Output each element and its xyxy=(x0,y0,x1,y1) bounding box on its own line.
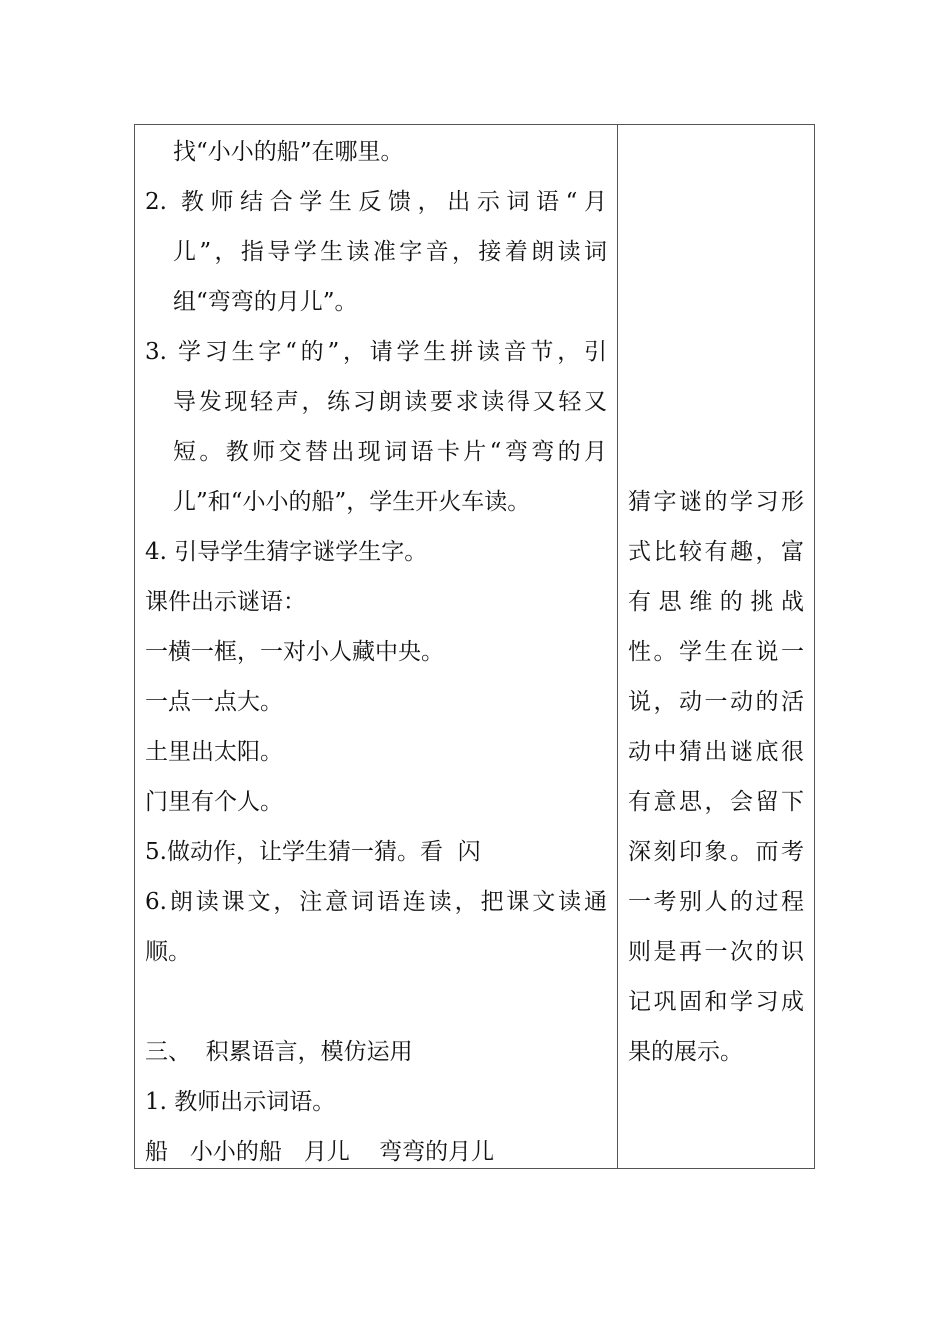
lesson-plan-table xyxy=(134,124,815,1169)
text-line-content: 动中猜出谜底很 xyxy=(628,739,804,765)
text-line-content: 短。教师交替出现词语卡片“弯弯的月 xyxy=(173,439,607,465)
text-line xyxy=(173,237,607,267)
text-line xyxy=(628,787,804,817)
riddle-line: 土里出太阳。 xyxy=(145,739,283,765)
text-line-content: 说，动一动的活 xyxy=(628,689,804,715)
word-list: 船 小小的船 月儿 弯弯的月儿 xyxy=(145,1139,495,1165)
riddle-line: 一点一点大。 xyxy=(145,689,283,715)
text-line-content: 记巩固和学习成 xyxy=(628,989,804,1015)
text-line: 顺。 xyxy=(145,939,191,965)
text-line xyxy=(145,187,607,217)
text-line xyxy=(628,487,804,517)
text-line xyxy=(628,737,804,767)
section-heading: 三、 积累语言，模仿运用 xyxy=(145,1039,413,1065)
text-line: 儿”和“小小的船”，学生开火车读。 xyxy=(173,489,531,515)
text-line xyxy=(628,887,804,917)
text-line xyxy=(628,837,804,867)
text-line: 课件出示谜语： xyxy=(145,589,306,615)
text-line-content: 深刻印象。而考 xyxy=(628,839,804,865)
text-line-content: 式比较有趣，富 xyxy=(628,539,804,565)
text-line xyxy=(628,987,804,1017)
text-line xyxy=(628,587,804,617)
text-line-content: 有思维的挑战 xyxy=(628,589,804,615)
text-line-content: 一考别人的过程 xyxy=(628,889,804,915)
text-line-content: 导发现轻声，练习朗读要求读得又轻又 xyxy=(173,389,607,415)
text-line-content: 6.朗读课文，注意词语连读，把课文读通 xyxy=(145,889,607,915)
text-line-content: 有意思，会留下 xyxy=(628,789,804,815)
text-line xyxy=(145,887,607,917)
text-line xyxy=(173,437,607,467)
text-line-content: 3. 学习生字“的”，请学生拼读音节，引 xyxy=(145,339,607,365)
text-line xyxy=(173,387,607,417)
text-line xyxy=(145,337,607,367)
text-line xyxy=(628,637,804,667)
riddle-line: 一横一框，一对小人藏中央。 xyxy=(145,639,444,665)
text-line-content: 性。学生在说一 xyxy=(628,639,804,665)
text-line-content: 则是再一次的识 xyxy=(628,939,804,965)
text-line xyxy=(628,937,804,967)
text-line: 组“弯弯的月儿”。 xyxy=(173,289,358,315)
text-line-content: 儿”，指导学生读准字音，接着朗读词 xyxy=(173,239,607,265)
text-line xyxy=(628,687,804,717)
text-line: 5.做动作，让学生猜一猜。看 闪 xyxy=(145,839,481,865)
text-line: 找“小小的船”在哪里。 xyxy=(173,139,404,165)
column-divider xyxy=(617,125,618,1168)
text-line: 果的展示。 xyxy=(628,1039,743,1065)
riddle-line: 门里有个人。 xyxy=(145,789,283,815)
text-line: 1. 教师出示词语。 xyxy=(145,1089,336,1115)
text-line: 4. 引导学生猜字谜学生字。 xyxy=(145,539,428,565)
text-line-content: 猜字谜的学习形 xyxy=(628,489,804,515)
text-line-content: 2. 教师结合学生反馈，出示词语“月 xyxy=(145,189,607,215)
text-line xyxy=(628,537,804,567)
